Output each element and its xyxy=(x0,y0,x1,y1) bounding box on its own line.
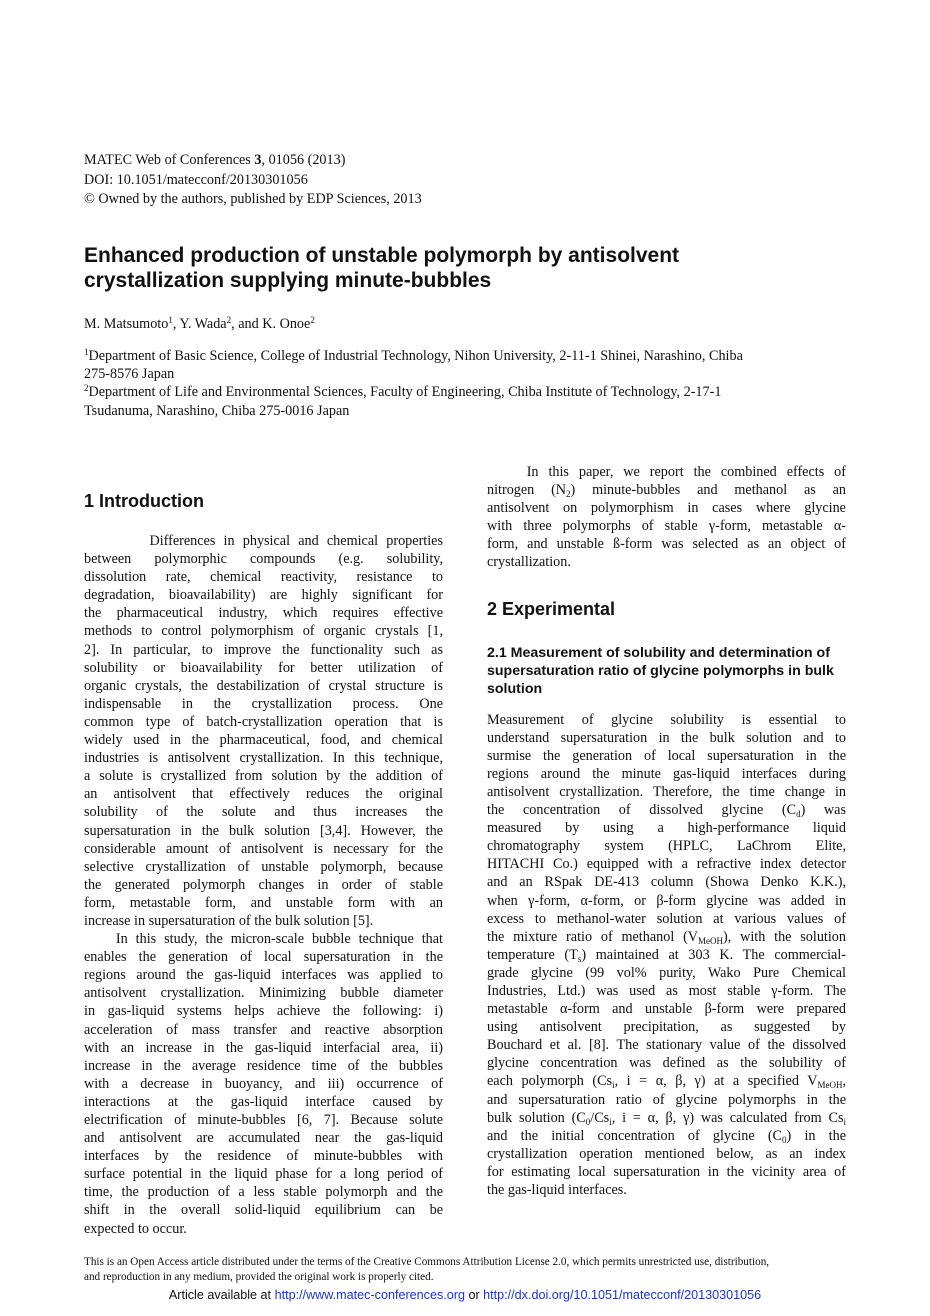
text-line: enables the generation of local supersaturation in the xyxy=(84,949,443,966)
journal-header xyxy=(84,151,422,210)
text-line: the generated polymorph changes in order of stable xyxy=(84,876,443,893)
text-line: an antisolvent that effectively reduces the original xyxy=(84,786,443,803)
text-line: organic crystals, the destabilization of crystal structure is xyxy=(84,677,443,694)
doi-link[interactable]: http://dx.doi.org/10.1051/matecconf/20130301056 xyxy=(483,1288,762,1302)
text-line: increase in the average residence time of the bubbles xyxy=(84,1057,443,1074)
affiliations: $^1$Department of Basic Science, College of Industrial Technology, Nihon University, 2-11-1 Shinei, Narashino, Chiba 275-8576 Japan $^2$Department of Life and Environmental Sciences, Faculty of Engineering, Chiba Institute of Technology, 2-17-1 Tsudanuma, Narashino, Chiba 275-0016 Japan xyxy=(84,347,846,420)
text-line: considerable amount of antisolvent is necessary for the xyxy=(84,840,443,857)
affiliation-2: $^2$Department of Life and Environmental Sciences, Faculty of Engineering, Chiba Institute of Technology, 2-17-1 xyxy=(84,383,722,401)
text-line: solubility of the solute and thus increases the xyxy=(84,804,443,821)
text-line: between polymorphic compounds (e.g. solubility, xyxy=(84,551,443,568)
availability-line: Article available at http://www.matec-conferences.org or http://dx.doi.org/10.1051/matecconf/20130301056 xyxy=(168,1288,762,1302)
text-line: increase in supersaturation of the bulk solution [5]. xyxy=(84,912,374,929)
license-footer: This is an Open Access article distributed under the terms of the Creative Commons Attribution License 2.0, which permits unrestricted use, distribution, and reproduction in any medium, provided the original work is properly cited. xyxy=(84,1256,770,1283)
text-line: common type of batch-crystallization operation that is xyxy=(84,713,443,730)
copyright-line: © Owned by the authors, published by EDP Sciences, 2013 xyxy=(84,191,422,207)
text-line: methods to control polymorphism of organic crystals [1, xyxy=(84,623,443,640)
text-line: supersaturation in the bulk solution [3,4]. However, the xyxy=(84,822,443,839)
text-line: with a decrease in buoyancy, and iii) occurrence of xyxy=(84,1075,443,1092)
text-line: 2]. In particular, to improve the functionality such as xyxy=(84,641,443,658)
text-line: antisolvent crystallization. Minimizing bubble diameter xyxy=(84,985,443,1002)
text-line: industries is antisolvent crystallization. In this technique, xyxy=(84,750,443,767)
text-line: a solute is crystallized from solution by the addition of xyxy=(84,768,443,785)
text-line: degradation, bioavailability) are highly significant for xyxy=(84,587,443,604)
matec-link[interactable]: http://www.matec-conferences.org xyxy=(274,1288,465,1302)
methods-paragraph: Measurement of glycine solubility is essential to understand supersaturation in the bulk solution and to surmise the generation of local supersaturation in the regions around the minute gas-liquid interfaces during antisolvent crystallization. Therefore, the time change in the concentration of dissolved glycine $(C_d)$ was measured by using a high-performance liquid chromatography system (HPLC, LaChrom Elite, HITACHI Co.) equipped with a refractive index detector and an RSpak DE-413 column (Showa Denko K.K.), when γ-form, α-form, or β-form glycine was added in excess to methanol-water solution at various values of the mixture ratio of methanol $(V_{MeOH})$, with the solution temperature $(T_s)$ maintained at 303 K. The commercial- grade glycine (99 vol% purity, Wako Pure Chemical Industries, Ltd.) was used as most stable γ-form. The metastable α-form and unstable β-form were prepared using antisolvent precipitation, as suggested by Bouchard et al. [8]. The stationary value of the dissolved glycine concentration was defined as the solubility of each polymorph ($Cs_i$, i = α, β, γ) at a specified $V_{MeOH}$, and supersaturation ratio of glycine polymorphs in the bulk solution ($C_0/Cs_i$, i = α, β, γ) was calculated from $Cs_i$ and the initial concentration of glycine $(C_0)$ in the crystallization operation mentioned below, as an index for estimating local supersaturation in the vicinity area of the gas-liquid interfaces. xyxy=(487,711,847,1198)
text-line: widely used in the pharmaceutical, food, and chemical xyxy=(84,732,443,749)
right-intro-paragraph: In this paper, we report the combined effects of nitrogen $(N_2)$ minute-bubbles and methanol as an antisolvent on polymorphism in cases where glycine with three polymorphs of stable γ-form, metastable α- form, and unstable ß-form was selected as an object of crystallization. xyxy=(487,464,846,571)
author-list: M. Matsumoto$^1$, Y. Wada$^2$, and K. Onoe$^2$ xyxy=(84,315,315,332)
text-line: interfaces by the residence of minute-bubbles with xyxy=(84,1148,443,1165)
experimental-heading: 2 Experimental xyxy=(487,598,616,619)
text-line: shift in the overall solid-liquid equilibrium can be xyxy=(84,1202,443,1219)
text-line: surface potential in the liquid phase for a long period of xyxy=(84,1166,443,1183)
intro-paragraph-1 xyxy=(84,532,443,930)
text-line: time, the production of a less stable polymorph and the xyxy=(84,1184,443,1201)
text-line: acceleration of mass transfer and reactive absorption xyxy=(84,1021,443,1038)
paper-title: Enhanced production of unstable polymorph by antisolvent crystallization supplying minute-bubbles xyxy=(84,244,680,292)
text-line: with an increase in the gas-liquid interfacial area, ii) xyxy=(84,1039,443,1056)
text-line: the pharmaceutical industry, which requires effective xyxy=(84,605,443,622)
text-line: expected to occur. xyxy=(84,1220,187,1237)
text-line: indispensable in the crystallization process. One xyxy=(84,695,443,712)
journal-citation: MATEC Web of Conferences 3, 01056 (2013) xyxy=(84,152,346,168)
intro-heading: 1 Introduction xyxy=(84,491,204,511)
text-line: Differences in physical and chemical properties xyxy=(84,533,443,549)
text-line: solubility or bioavailability for better utilization of xyxy=(84,659,443,676)
text-line: In this study, the micron-scale bubble technique that xyxy=(84,931,443,948)
text-line: selective crystallization of unstable polymorph, because xyxy=(84,858,443,875)
doi-line: DOI: 10.1051/matecconf/20130301056 xyxy=(84,171,308,188)
intro-paragraph-2 xyxy=(84,930,443,1238)
text-line: and antisolvent are accumulated near the gas-liquid xyxy=(84,1130,443,1147)
text-line: dissolution rate, chemical reactivity, resistance to xyxy=(84,569,443,586)
text-line: electrification of minute-bubbles [6, 7]. Because solute xyxy=(84,1112,443,1128)
subsection-heading: 2.1 Measurement of solubility and determination of supersaturation ratio of glycine polymorphs in bulk solution xyxy=(487,644,834,697)
right-column xyxy=(487,463,846,1199)
text-line: interactions at the gas-liquid interface caused by xyxy=(84,1093,443,1110)
left-column xyxy=(84,490,443,1238)
text-line: form, metastable form, and unstable form with an xyxy=(84,894,443,911)
affiliation-1: $^1$Department of Basic Science, College of Industrial Technology, Nihon University, 2-11-1 Shinei, Narashino, Chiba xyxy=(84,347,743,364)
text-line: regions around the gas-liquid interfaces was applied to xyxy=(84,967,443,984)
text-line: in gas-liquid systems helps achieve the following: i) xyxy=(84,1003,443,1020)
